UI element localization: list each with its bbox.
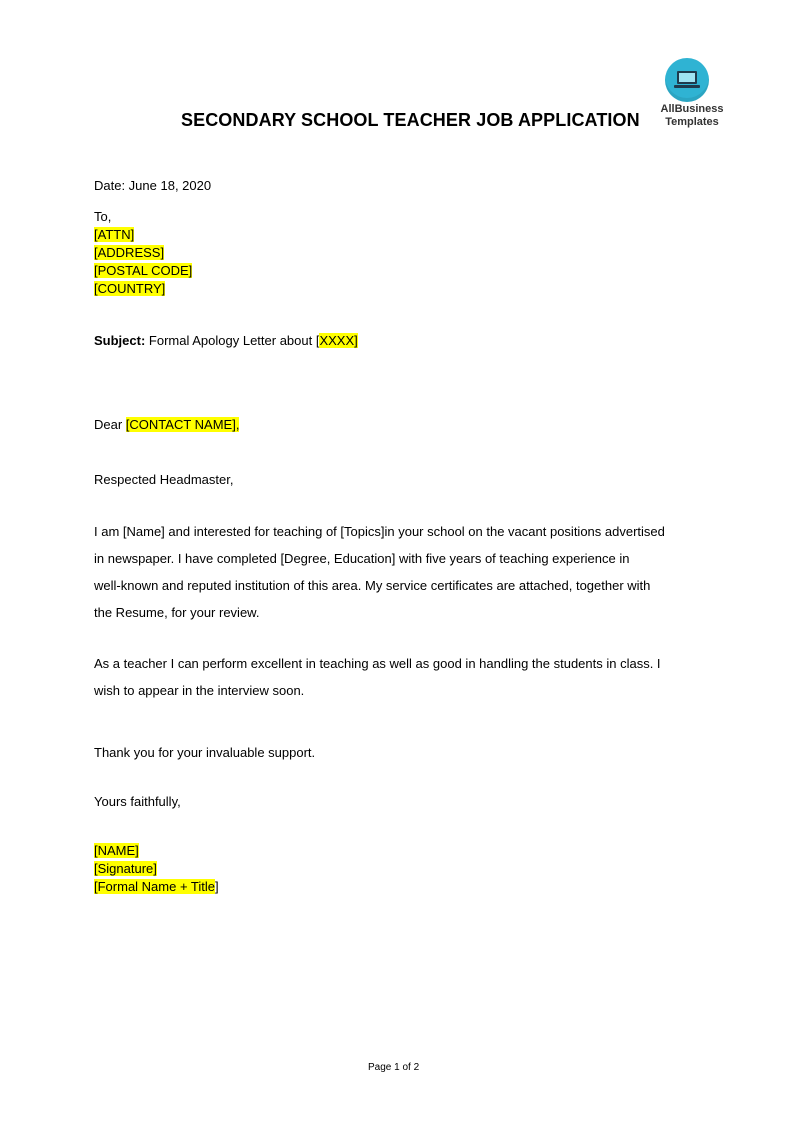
signature-name: [NAME] xyxy=(94,843,139,858)
letter-date: Date: June 18, 2020 xyxy=(94,178,212,193)
logo-line2: Templates xyxy=(665,116,719,128)
laptop-icon xyxy=(665,58,709,102)
signature-formal-end: ] xyxy=(215,879,219,894)
subject-line xyxy=(94,333,358,348)
logo-wordmark xyxy=(652,103,732,129)
salutation-dear: Dear xyxy=(94,417,126,432)
recipient-address: [ADDRESS] xyxy=(94,245,165,260)
laptop-icon-graphic xyxy=(665,58,709,102)
subject-bracket: [ xyxy=(315,333,320,348)
recipient-to: To, xyxy=(94,209,112,224)
recipient-block xyxy=(94,208,192,298)
thanks-line: Thank you for your invaluable support. xyxy=(94,745,316,760)
body-para1-line: I am [Name] and interested for teaching of [Topics]in your school on the vacant positions advertised xyxy=(94,524,665,539)
respected-line: Respected Headmaster, xyxy=(94,472,234,487)
body-para2-line: wish to appear in the interview soon. xyxy=(94,683,305,698)
body-para1-line: the Resume, for your review. xyxy=(94,605,260,620)
allbusiness-templates-logo xyxy=(652,58,732,134)
logo-line1: AllBusiness xyxy=(660,103,724,115)
subject-label: Subject: xyxy=(94,333,146,348)
recipient-postal-code: [POSTAL CODE] xyxy=(94,263,193,278)
salutation-contact-name: [CONTACT NAME], xyxy=(125,417,240,432)
body-para1-line: in newspaper. I have completed [Degree, Education] with five years of teaching experience in xyxy=(94,551,630,566)
closing-line: Yours faithfully, xyxy=(94,794,181,809)
signature-placeholder: [Signature] xyxy=(94,861,157,876)
subject-text: Formal Apology Letter about xyxy=(145,333,316,348)
body-paragraph-2 xyxy=(94,650,704,704)
subject-placeholder: XXXX] xyxy=(319,333,358,348)
signature-block xyxy=(94,842,219,896)
recipient-attn: [ATTN] xyxy=(94,227,135,242)
body-paragraph-1 xyxy=(94,518,704,626)
salutation xyxy=(94,417,239,432)
recipient-country: [COUNTRY] xyxy=(94,281,166,296)
body-para1-line: well-known and reputed institution of this area. My service certificates are attached, together with xyxy=(94,578,651,593)
body-para2-line: As a teacher I can perform excellent in teaching as well as good in handling the students in class. I xyxy=(94,656,661,671)
document-title: SECONDARY SCHOOL TEACHER JOB APPLICATION xyxy=(181,110,640,130)
page-number-footer: Page 1 of 2 xyxy=(368,1062,420,1073)
signature-formal-title: [Formal Name + Title xyxy=(94,879,216,894)
